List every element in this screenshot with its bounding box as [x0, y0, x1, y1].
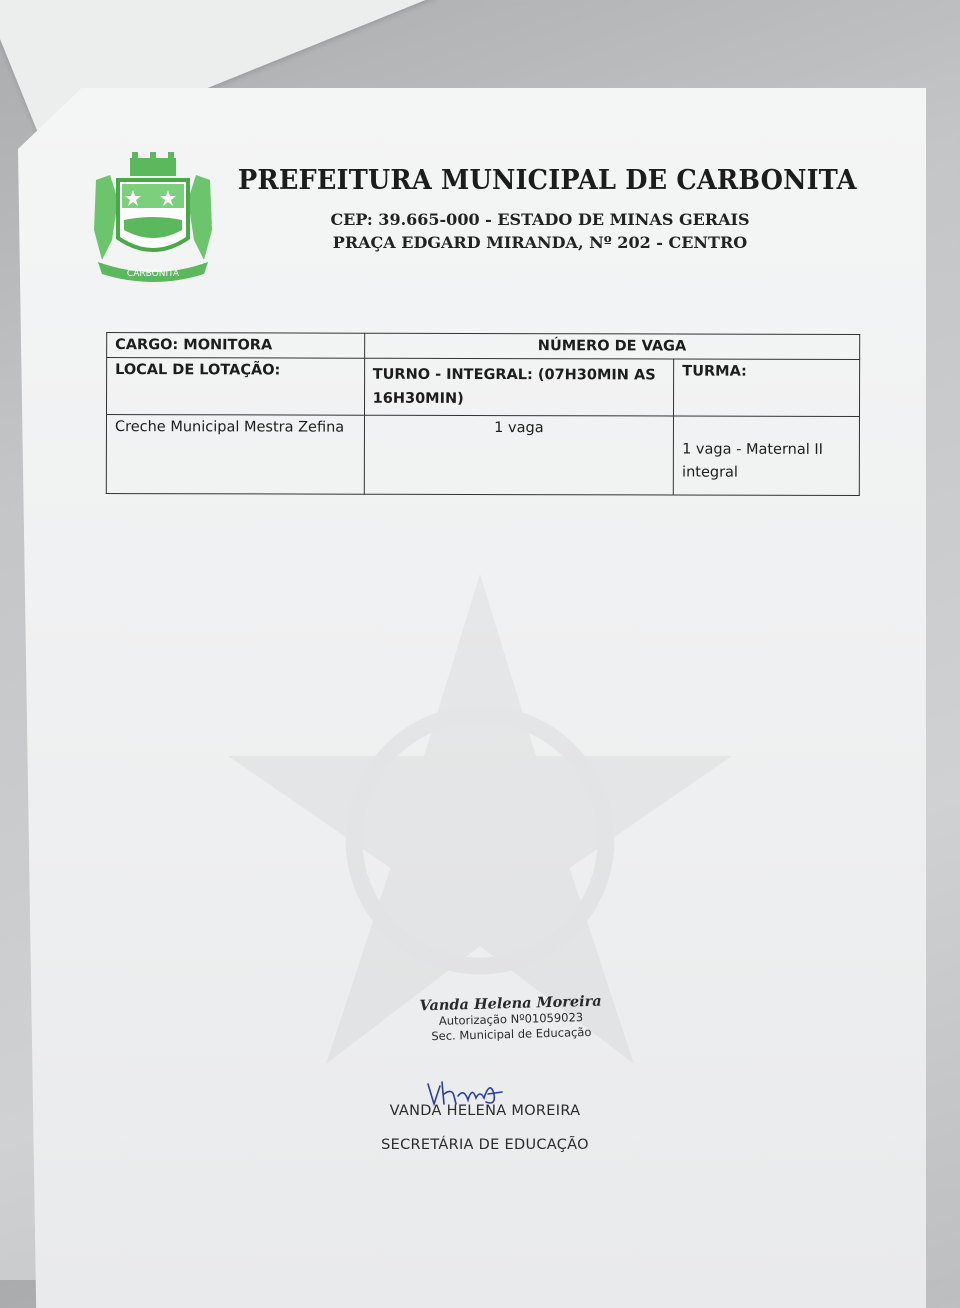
header-address: PRAÇA EDGARD MIRANDA, Nº 202 - CENTRO [332, 233, 748, 252]
crest-text: CARBONITA [126, 269, 180, 279]
table-row [106, 415, 859, 496]
vagas-cell: 1 vaga [364, 415, 674, 495]
vacancy-table [106, 332, 860, 496]
table-header-row [107, 333, 860, 360]
local-cell: Creche Municipal Mestra Zefina [106, 415, 364, 495]
table-subheader-row [106, 358, 859, 417]
local-header: LOCAL DE LOTAÇÃO: [106, 358, 364, 416]
municipal-crest-logo [88, 150, 218, 285]
stamp-name: Vanda Helena Moreira [419, 992, 602, 1015]
signatory-name: VANDA HELENA MOREIRA [389, 1103, 581, 1119]
stamp-authorization: Autorização Nº01059023 [438, 1010, 584, 1028]
turma-cell: 1 vaga - Maternal II integral [673, 416, 859, 495]
header-cep: CEP: 39.665-000 - ESTADO DE MINAS GERAIS [330, 210, 750, 229]
numero-vaga-header: NÚMERO DE VAGA [364, 333, 859, 359]
official-stamp [415, 993, 606, 1045]
turma-header: TURMA: [674, 359, 860, 416]
page-title: PREFEITURA MUNICIPAL DE CARBONITA [238, 164, 857, 196]
turno-header: TURNO - INTEGRAL: (07H30MIN AS 16H30MIN) [364, 358, 674, 416]
stamp-role: Sec. Municipal de Educação [431, 1024, 592, 1044]
cargo-cell: CARGO: MONITORA [107, 333, 365, 359]
signatory-title: SECRETÁRIA DE EDUCAÇÃO [381, 1137, 589, 1153]
